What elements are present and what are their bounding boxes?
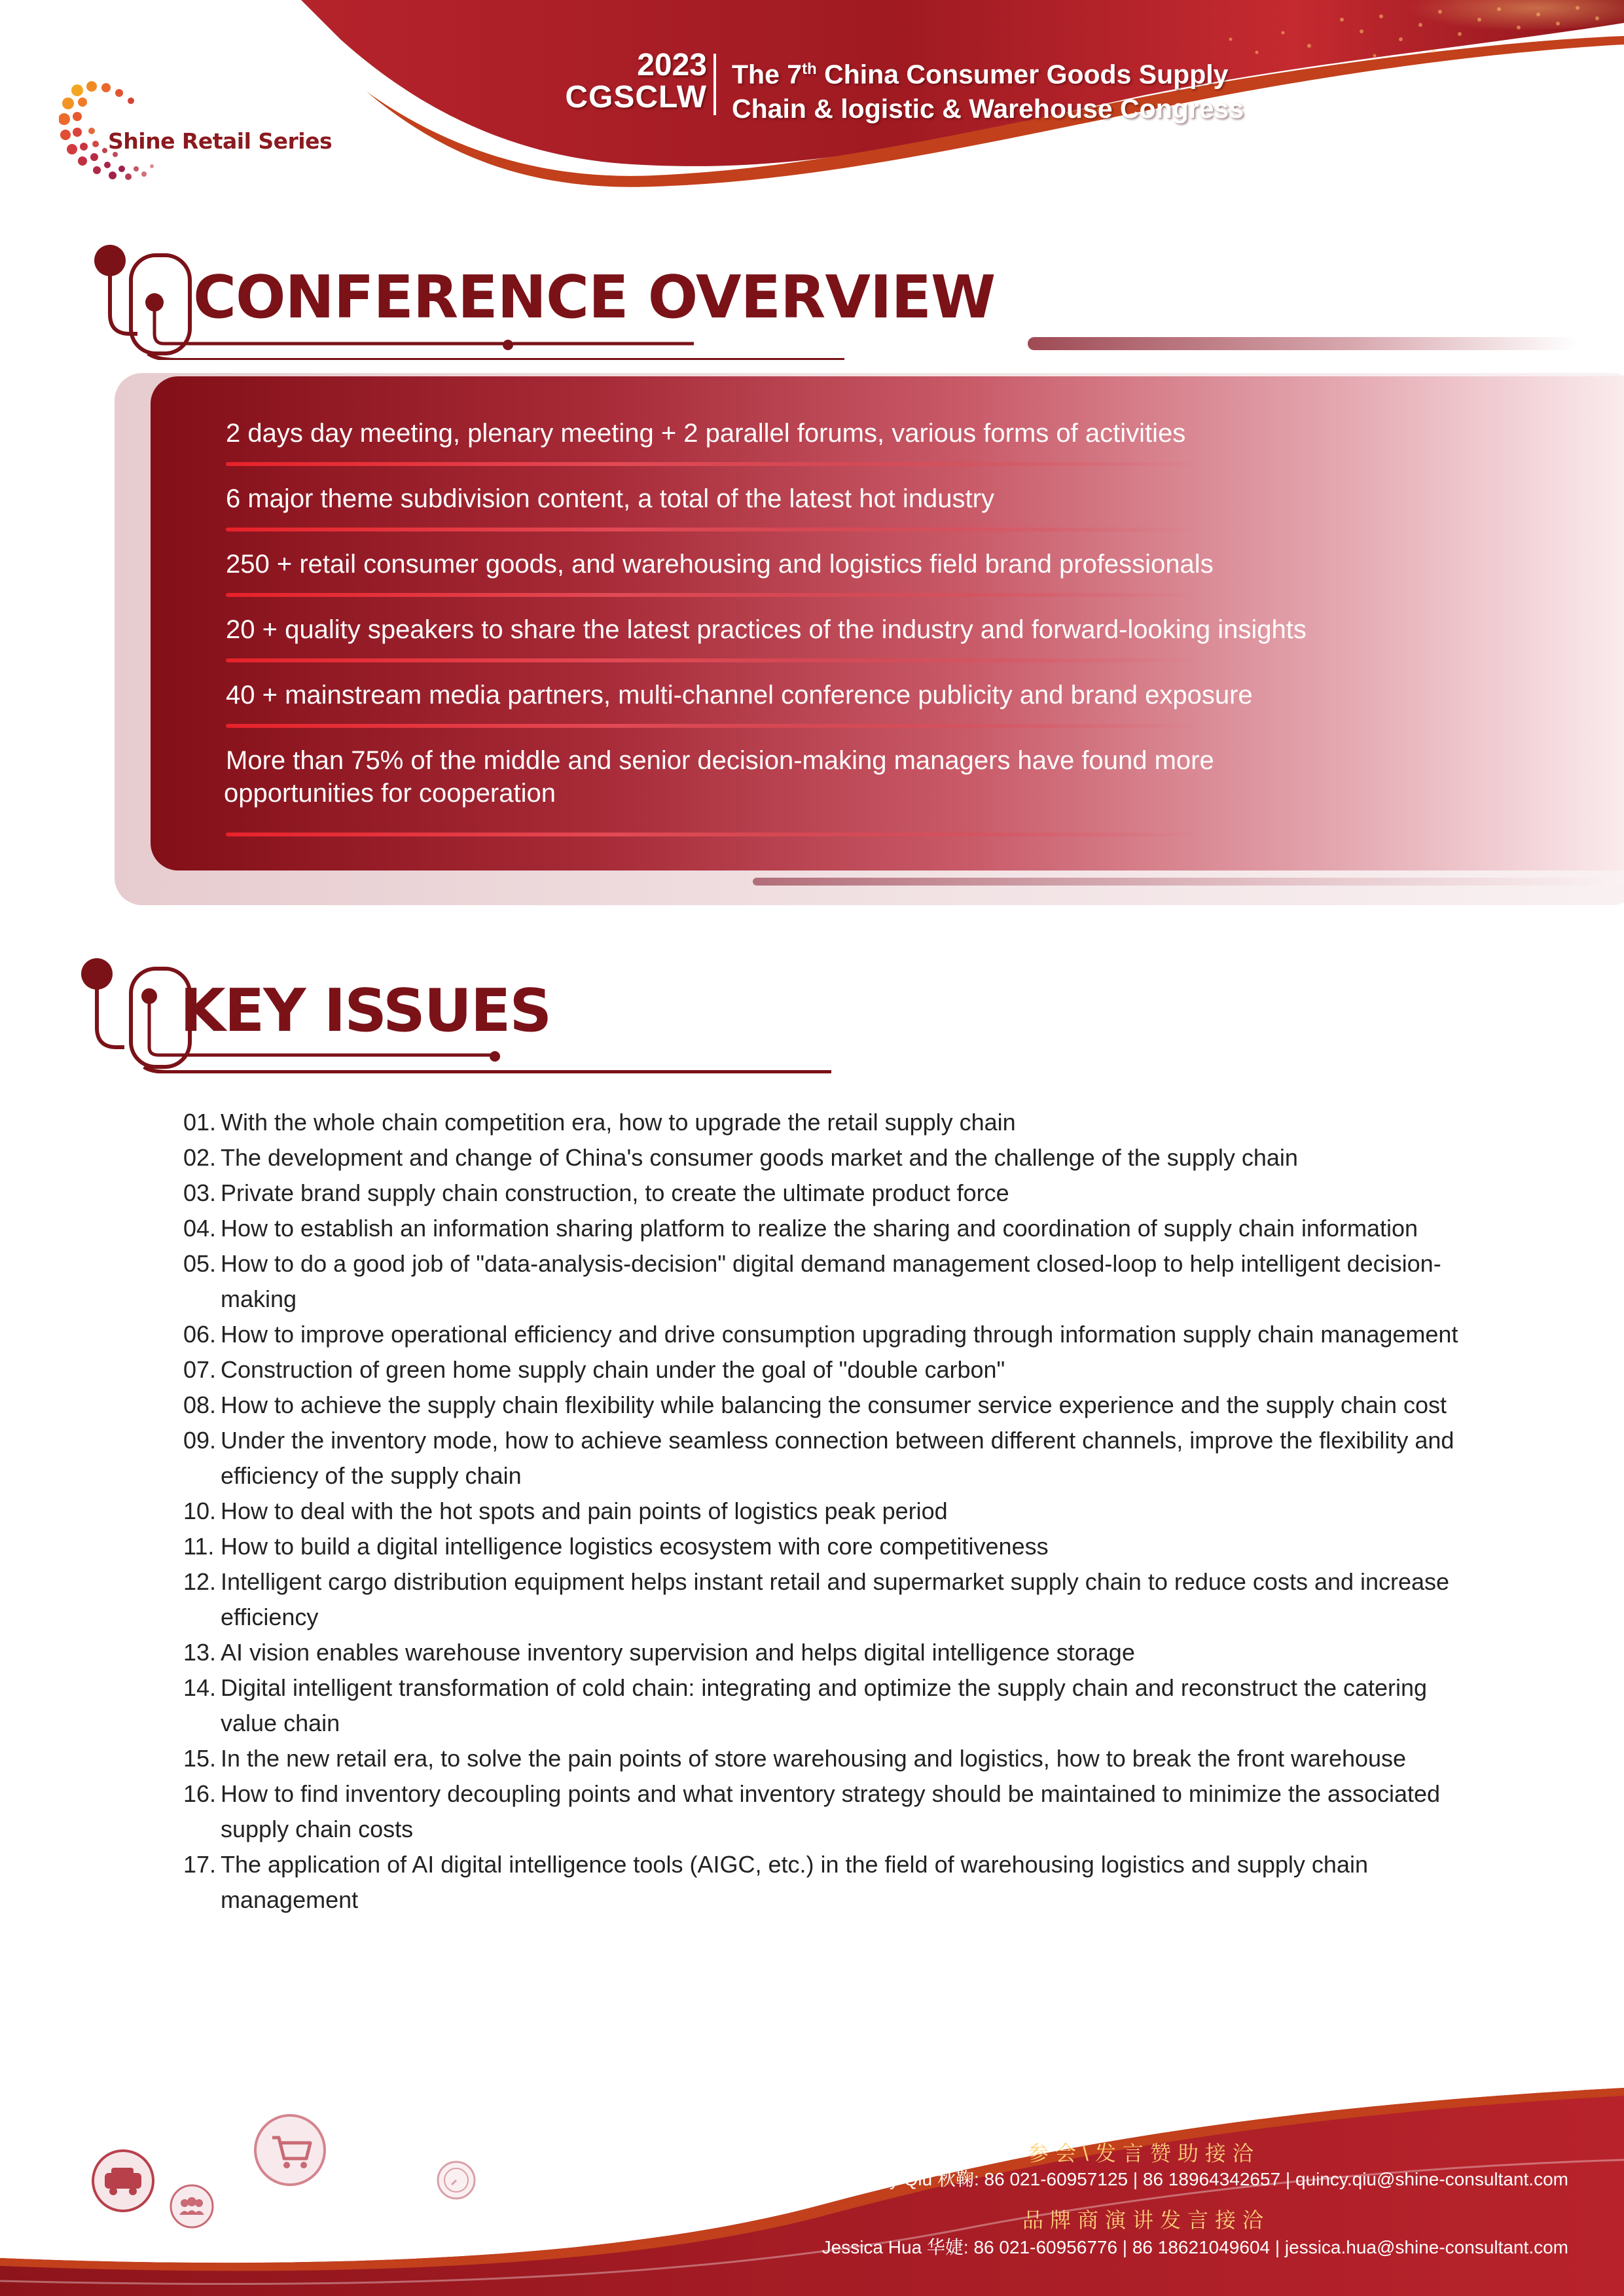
key-issue-number: 16.	[183, 1780, 217, 1807]
event-abbreviation: CGSCLW	[565, 80, 707, 115]
event-title-line2: Chain & logistic & Warehouse Congress	[732, 93, 1244, 124]
key-issue-number: 05.	[183, 1250, 217, 1277]
heading-decoration-line	[1028, 337, 1578, 350]
overview-item: 40 + mainstream media partners, multi-channel conference publicity and brand exposure	[226, 681, 1253, 709]
key-issue-number: 17.	[183, 1851, 217, 1878]
key-issue-item	[183, 1140, 1466, 1175]
key-issue-number: 02.	[183, 1144, 217, 1171]
overview-item-continued: opportunities for cooperation	[224, 779, 556, 808]
key-issue-text: How to build a digital intelligence logistics ecosystem with core competitiveness	[221, 1533, 1049, 1560]
logo-text: Shine Retail Series	[108, 128, 333, 154]
key-issue-text: The development and change of China's consumer goods market and the challenge of the supply chain	[221, 1144, 1298, 1171]
key-issue-item	[183, 1175, 1466, 1211]
shopping-cart-icon	[253, 2113, 328, 2188]
key-issue-number: 15.	[183, 1745, 217, 1772]
event-title	[732, 52, 1244, 126]
key-issue-number: 07.	[183, 1356, 217, 1383]
key-issue-item	[183, 1847, 1466, 1918]
key-issue-text: How to achieve the supply chain flexibility while balancing the consumer service experience and the supply chain cost	[221, 1391, 1447, 1418]
key-issue-item	[183, 1741, 1466, 1776]
people-icon	[169, 2183, 215, 2229]
overview-item-rule	[226, 593, 1208, 597]
overview-item-rule	[226, 528, 1208, 531]
event-year: 2023	[637, 48, 707, 82]
key-issue-item	[183, 1776, 1466, 1847]
key-issue-number: 04.	[183, 1215, 217, 1242]
overview-heading: CONFERENCE OVERVIEW	[193, 263, 996, 332]
contact2-heading: 品牌商演讲发言接洽	[1022, 2208, 1271, 2232]
key-issue-text: How to find inventory decoupling points and what inventory strategy should be maintained to minimize the associated supply chain costs	[221, 1780, 1441, 1842]
key-issue-item	[183, 1670, 1466, 1741]
header-divider	[713, 54, 716, 115]
key-issue-number: 13.	[183, 1639, 217, 1666]
contact1-line[interactable]: Quincy Qiu 秋鞠: 86 021-60957125 | 86 18964342657 | quincy.qiu@shine-consultant.com	[841, 2169, 1568, 2189]
key-issue-text: Intelligent cargo distribution equipment helps instant retail and supermarket supply chain to reduce costs and increase efficiency	[221, 1568, 1450, 1630]
overview-item: 6 major theme subdivision content, a total of the latest hot industry	[226, 484, 994, 513]
key-issue-item	[183, 1494, 1466, 1529]
key-issue-text: AI vision enables warehouse inventory supervision and helps digital intelligence storage	[221, 1639, 1135, 1666]
truck-icon	[90, 2148, 156, 2214]
key-issues-heading: KEY ISSUES	[180, 977, 551, 1045]
overview-panel-underline	[753, 878, 1623, 886]
key-issue-number: 08.	[183, 1391, 217, 1418]
key-issue-number: 06.	[183, 1321, 217, 1348]
key-issue-text: With the whole chain competition era, how to upgrade the retail supply chain	[221, 1109, 1016, 1136]
key-issue-number: 09.	[183, 1427, 217, 1454]
contact1-heading: 参会\发言赞助接洽	[1028, 2142, 1260, 2165]
key-issue-number: 14.	[183, 1674, 217, 1701]
key-issue-item	[183, 1388, 1466, 1423]
key-issue-item	[183, 1423, 1466, 1494]
key-issue-item	[183, 1317, 1466, 1352]
overview-item: 20 + quality speakers to share the latest practices of the industry and forward-looking insights	[226, 615, 1307, 644]
key-issue-text: In the new retail era, to solve the pain points of store warehousing and logistics, how to break the front warehouse	[221, 1745, 1407, 1772]
key-issue-number: 01.	[183, 1109, 217, 1136]
event-title-line1: The 7th China Consumer Goods Supply	[732, 59, 1229, 90]
clock-icon	[436, 2160, 477, 2200]
key-issue-text: How to do a good job of "data-analysis-decision" digital demand management closed-loop to help intelligent decision-making	[221, 1250, 1441, 1312]
contact2-line[interactable]: Jessica Hua 华婕: 86 021-60956776 | 86 18621049604 | jessica.hua@shine-consultant.com	[821, 2237, 1568, 2257]
key-issue-item	[183, 1564, 1466, 1635]
key-issue-item	[183, 1352, 1466, 1388]
key-issues-list	[183, 1105, 1466, 1918]
key-issue-text: How to deal with the hot spots and pain points of logistics peak period	[221, 1498, 948, 1524]
key-issue-number: 03.	[183, 1179, 217, 1206]
overview-item: More than 75% of the middle and senior decision-making managers have found more	[226, 746, 1214, 775]
key-issue-text: The application of AI digital intelligence tools (AIGC, etc.) in the field of warehousing logistics and supply chain management	[221, 1851, 1368, 1913]
overview-item: 250 + retail consumer goods, and warehousing and logistics field brand professionals	[226, 550, 1214, 579]
key-issue-text: How to establish an information sharing platform to realize the sharing and coordination of supply chain information	[221, 1215, 1418, 1242]
overview-item: 2 days day meeting, plenary meeting + 2 parallel forums, various forms of activities	[226, 419, 1186, 448]
overview-item-rule	[226, 833, 1208, 836]
key-issue-number: 11.	[183, 1533, 215, 1560]
key-issue-text: Private brand supply chain construction, to create the ultimate product force	[221, 1179, 1009, 1206]
key-issue-item	[183, 1635, 1466, 1670]
overview-item-rule	[226, 658, 1208, 662]
overview-item-rule	[226, 462, 1208, 466]
key-issue-item	[183, 1246, 1466, 1317]
key-issue-text: Digital intelligent transformation of cold chain: integrating and optimize the supply chain and reconstruct the catering value chain	[221, 1674, 1428, 1736]
key-issue-item	[183, 1105, 1466, 1140]
key-issue-text: How to improve operational efficiency and drive consumption upgrading through information supply chain management	[221, 1321, 1458, 1348]
key-issue-number: 10.	[183, 1498, 217, 1524]
key-issue-text: Under the inventory mode, how to achieve seamless connection between different channels, improve the flexibility and efficiency of the supply chain	[221, 1427, 1454, 1489]
key-issue-item	[183, 1529, 1466, 1564]
key-issue-item	[183, 1211, 1466, 1246]
key-issue-text: Construction of green home supply chain under the goal of "double carbon"	[221, 1356, 1005, 1383]
key-issue-number: 12.	[183, 1568, 217, 1595]
overview-item-rule	[226, 724, 1208, 728]
